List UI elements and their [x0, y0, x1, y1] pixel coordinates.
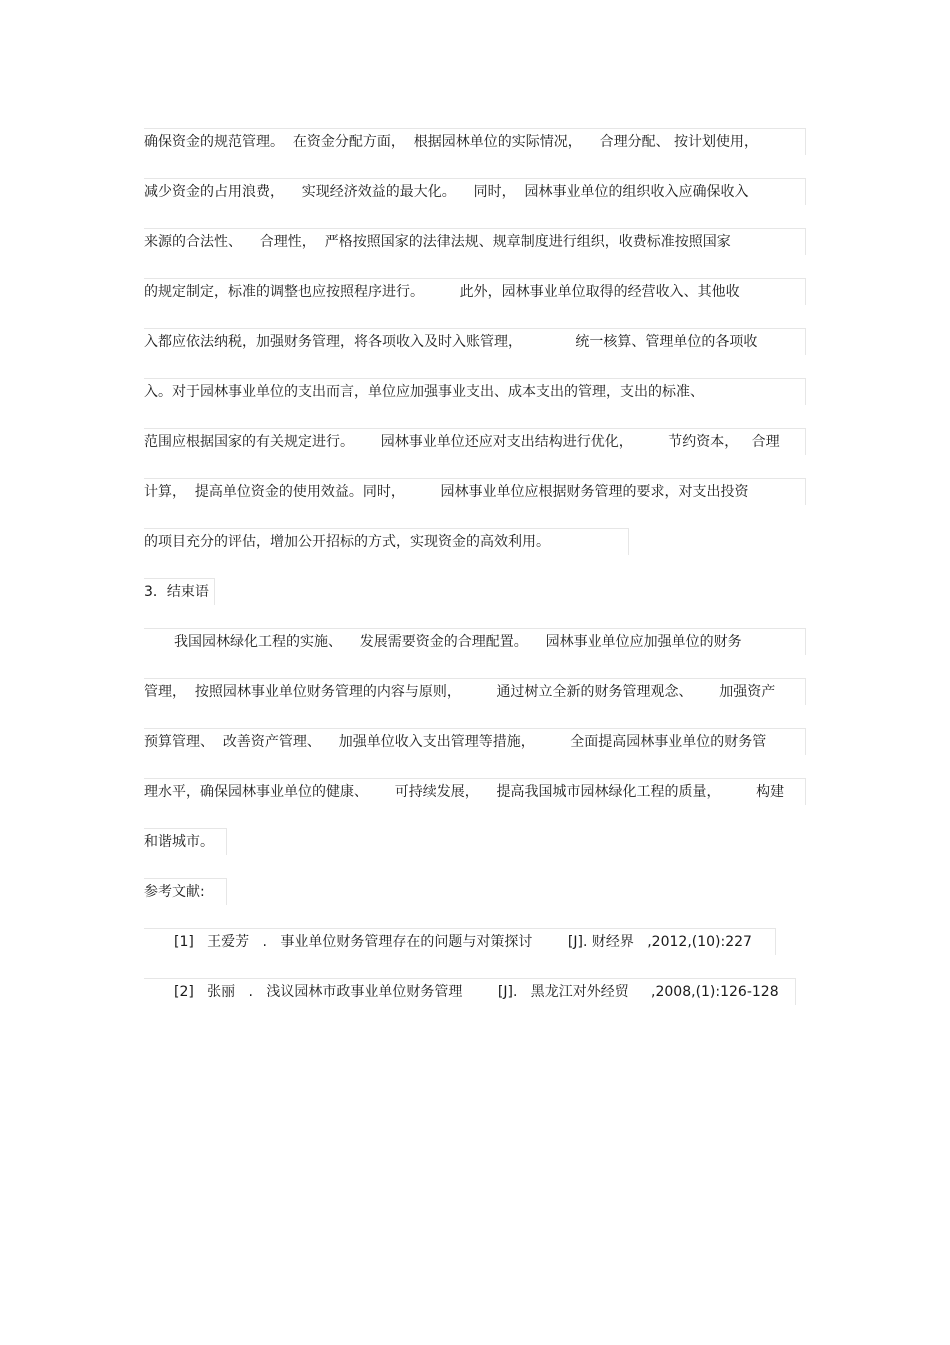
paragraph-line: 管理， 按照园林事业单位财务管理的内容与原则， 通过树立全新的财务管理观念、 加强资产: [144, 684, 776, 700]
section-heading: 3．结束语: [144, 584, 209, 600]
paragraph-line: 入。对于园林事业单位的支出而言，单位应加强事业支出、成本支出的管理，支出的标准、: [144, 384, 704, 400]
references-heading: 参考文献:: [144, 884, 205, 900]
reference-item: [1] 王爱芳 . 事业单位财务管理存在的问题与对策探讨 [J]. 财经界 ,2012,(10):227: [174, 934, 752, 950]
paragraph-line: 我国园林绿化工程的实施、 发展需要资金的合理配置。 园林事业单位应加强单位的财务: [174, 634, 742, 650]
paragraph-line: 理水平，确保园林事业单位的健康、 可持续发展， 提高我国城市园林绿化工程的质量， 构建: [144, 784, 785, 800]
paragraph-line: 来源的合法性、 合理性， 严格按照国家的法律法规、规章制度进行组织，收费标准按照国家: [144, 234, 731, 250]
paragraph-line: 减少资金的占用浪费， 实现经济效益的最大化。 同时， 园林事业单位的组织收入应确保收入: [144, 184, 749, 200]
paragraph-line: 和谐城市。: [144, 834, 214, 850]
paragraph-line: 入都应依法纳税，加强财务管理，将各项收入及时入账管理， 统一核算、管理单位的各项收: [144, 334, 758, 350]
paragraph-line: 预算管理、 改善资产管理、 加强单位收入支出管理等措施， 全面提高园林事业单位的财务管: [144, 734, 767, 750]
paragraph-line: 的项目充分的评估，增加公开招标的方式，实现资金的高效利用。: [144, 534, 550, 550]
paragraph-line: 计算， 提高单位资金的使用效益。同时， 园林事业单位应根据财务管理的要求，对支出投资: [144, 484, 749, 500]
paragraph-line: 确保资金的规范管理。 在资金分配方面， 根据园林单位的实际情况， 合理分配、 按计划使用，: [144, 134, 759, 150]
reference-item: [2] 张丽 . 浅议园林市政事业单位财务管理 [J]. 黑龙江对外经贸 ,2008,(1):126-128: [174, 984, 779, 1000]
paragraph-line: 范围应根据国家的有关规定进行。 园林事业单位还应对支出结构进行优化， 节约资本， 合理: [144, 434, 780, 450]
paragraph-line: 的规定制定，标准的调整也应按照程序进行。 此外，园林事业单位取得的经营收入、其他收: [144, 284, 740, 300]
